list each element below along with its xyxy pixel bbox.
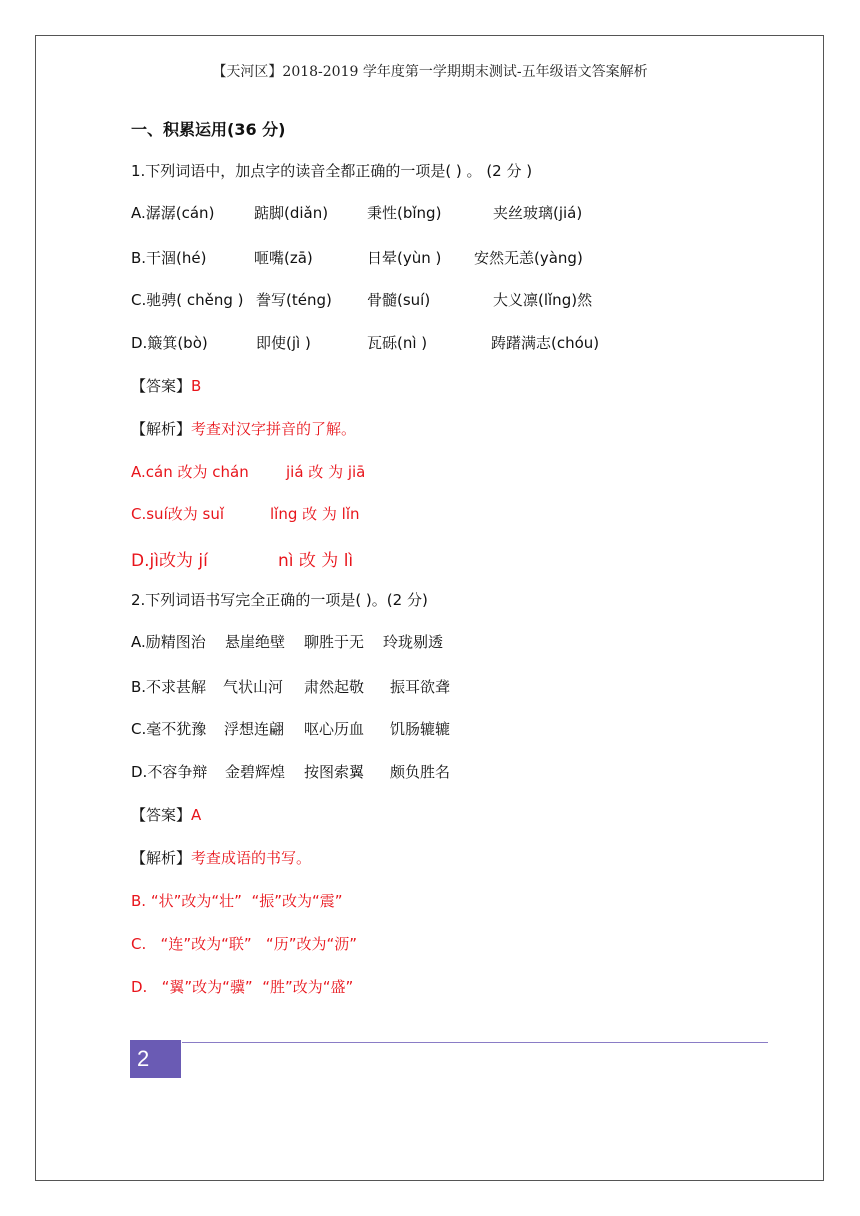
analysis-text: 考查对汉字拼音的了解。 <box>191 420 357 438</box>
q2-option-b-4: 振耳欲聋 <box>390 678 451 696</box>
q2-option-d-2: 金碧辉煌 <box>225 763 286 781</box>
analysis-text: 考查成语的书写。 <box>191 849 312 867</box>
page-header: 【天河区】2018-2019 学年度第一学期期末测试-五年级语文答案解析 <box>212 64 648 80</box>
q2-option-d-1: D.不容争辩 <box>131 763 208 781</box>
q1-option-d-4: 踌躇满志(chóu) <box>491 334 600 352</box>
q2-stem: 2.下列词语书写完全正确的一项是( )。(2 分) <box>131 591 428 609</box>
q1-option-a-1: A.潺潺(cán) <box>131 204 215 222</box>
q2-option-d-3: 按图索翼 <box>304 763 365 781</box>
q2-option-a-4: 玲珑剔透 <box>383 633 444 651</box>
q1-option-d-1: D.簸箕(bò) <box>131 334 208 352</box>
q1-option-c-3: 骨髓(suí) <box>367 291 431 309</box>
answer-value: A <box>191 806 202 824</box>
q1-option-b-1: B.干涸(hé) <box>131 249 207 267</box>
q1-stem: 1.下列词语中，加点字的读音全都正确的一项是( ) 。 (2 分 ) <box>131 162 533 180</box>
q2-correction-d: D. “翼”改为“骥” “胜”改为“盛” <box>131 978 354 996</box>
q1-option-b-3: 日晕(yùn ) <box>367 249 442 267</box>
q1-correction-d-1: D.jì改为 jí <box>131 551 208 571</box>
q1-option-c-4: 大义凛(lǐng)然 <box>493 291 593 309</box>
answer-label: 【答案】 <box>131 377 192 395</box>
q2-option-b-2: 气状山河 <box>223 678 284 696</box>
analysis-label: 【解析】 <box>131 420 192 438</box>
q1-option-b-4: 安然无恙(yàng) <box>474 249 583 267</box>
q1-option-a-2: 踮脚(diǎn) <box>254 204 329 222</box>
q1-option-c-1: C.驰骋( chěng ) <box>131 291 244 309</box>
q1-option-d-2: 即使(jì ) <box>256 334 311 352</box>
q2-option-c-3: 呕心历血 <box>304 720 365 738</box>
q2-correction-c: C. “连”改为“联” “历”改为“沥” <box>131 935 358 953</box>
analysis-label: 【解析】 <box>131 849 192 867</box>
answer-value: B <box>191 377 202 395</box>
q1-analysis <box>131 418 356 439</box>
q2-analysis <box>131 847 311 868</box>
section-title: 一、积累运用(36 分) <box>131 120 286 139</box>
q1-correction-a-2: jiá 改 为 jiā <box>286 463 366 481</box>
q2-option-c-4: 饥肠辘辘 <box>390 720 451 738</box>
q2-option-b-1: B.不求甚解 <box>131 678 207 696</box>
q2-option-a-2: 悬崖绝壁 <box>225 633 286 651</box>
answer-label: 【答案】 <box>131 806 192 824</box>
q2-option-a-1: A.励精图治 <box>131 633 206 651</box>
q1-correction-c-1: C.suí改为 suǐ <box>131 505 224 523</box>
page-number: 2 <box>137 1046 150 1071</box>
q2-correction-b: B. “状”改为“壮” “振”改为“震” <box>131 892 343 910</box>
q2-option-d-4: 颇负胜名 <box>390 763 451 781</box>
q2-option-c-2: 浮想连翩 <box>224 720 285 738</box>
q1-correction-a-1: A.cán 改为 chán <box>131 463 249 481</box>
q1-correction-c-2: lǐng 改 为 lǐn <box>270 505 360 523</box>
q2-answer <box>131 804 201 825</box>
footer-rule <box>182 1042 768 1043</box>
q1-option-a-4: 夹丝玻璃(jiá) <box>493 204 583 222</box>
q1-option-a-3: 秉性(bǐng) <box>367 204 442 222</box>
q1-correction-d-2: nì 改 为 lì <box>278 551 354 571</box>
q1-option-c-2: 誊写(téng) <box>256 291 332 309</box>
q1-answer <box>131 375 201 396</box>
q1-option-d-3: 瓦砾(nì ) <box>367 334 428 352</box>
q2-option-c-1: C.毫不犹豫 <box>131 720 207 738</box>
q2-option-a-3: 聊胜于无 <box>304 633 365 651</box>
q1-option-b-2: 咂嘴(zā) <box>254 249 313 267</box>
q2-option-b-3: 肃然起敬 <box>304 678 365 696</box>
